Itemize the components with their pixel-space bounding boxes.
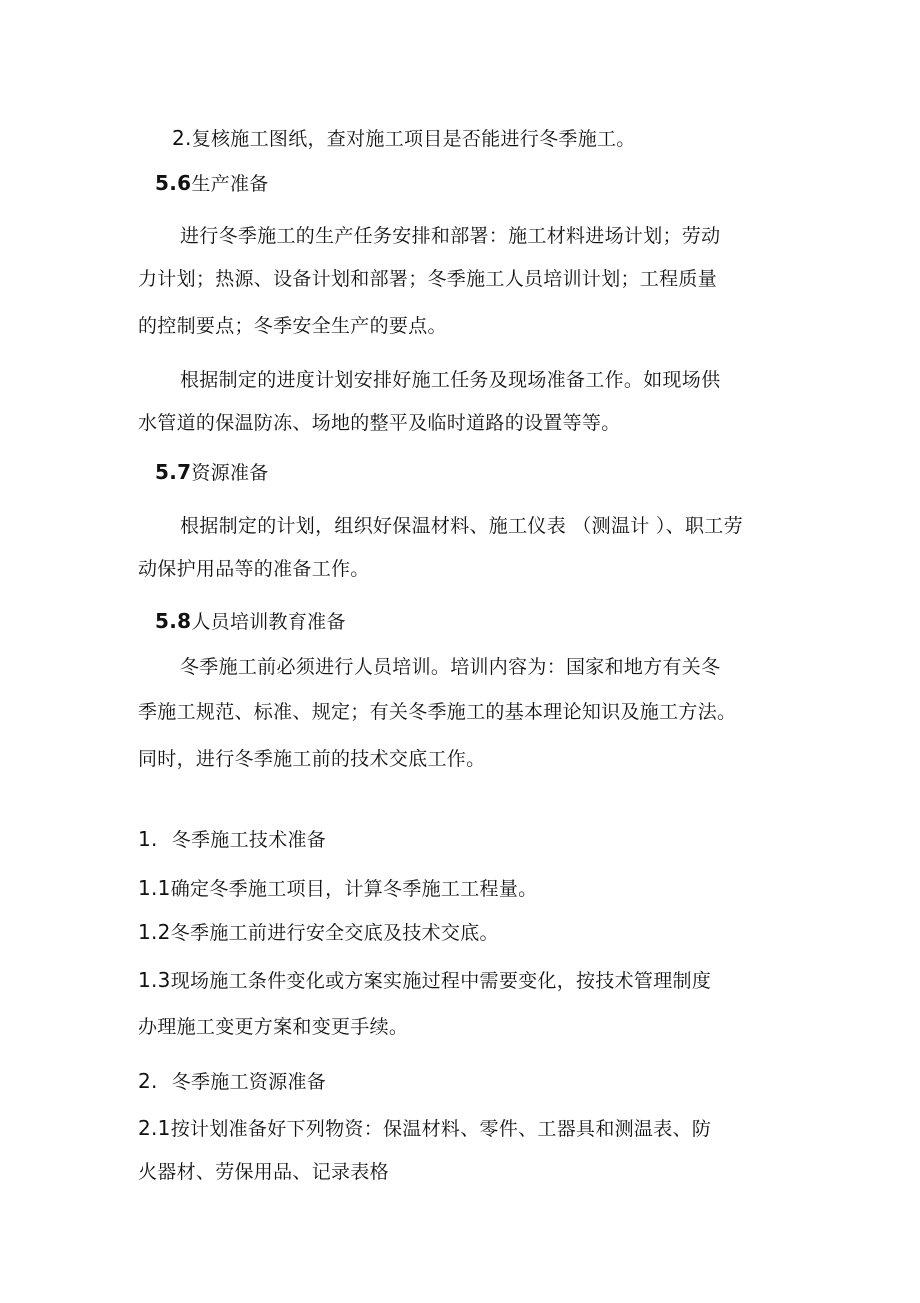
paragraph-line: 季施工规范、标准、规定；有关冬季施工的基本理论知识及施工方法。 [138,701,737,723]
list-item-continuation: 办理施工变更方案和变更手续。 [138,1016,409,1038]
section-number: 5.6 [155,171,192,195]
list-item-1-3 [138,968,711,993]
item-number: 1.1 [138,876,171,900]
section-heading-5-7 [155,460,269,485]
section-number: 2. [138,1069,158,1093]
section-title: 冬季施工技术准备 [171,829,327,851]
item-number: 1.2 [138,920,171,944]
paragraph-line: 根据制定的计划，组织好保温材料、施工仪表 （测温计 ）、职工劳 [180,515,743,537]
paragraph-line: 的控制要点；冬季安全生产的要点。 [138,315,447,337]
list-item-1-1 [138,876,537,901]
item-text: 确定冬季施工项目，计算冬季施工工程量。 [170,878,538,900]
item-number: 1.3 [138,968,171,992]
list-item-1-2 [138,920,499,945]
paragraph-line: 动保护用品等的准备工作。 [138,558,370,580]
list-item-2 [172,126,636,151]
section-title: 资源准备 [191,462,269,484]
paragraph-line: 水管道的保温防冻、场地的整平及临时道路的设置等等。 [138,412,621,434]
item-text: 冬季施工前进行安全交底及技术交底。 [170,922,499,944]
section-title: 人员培训教育准备 [191,611,346,633]
item-text: 按计划准备好下列物资：保温材料、零件、工器具和测温表、防 [170,1118,712,1140]
item-text: 现场施工条件变化或方案实施过程中需要变化，按技术管理制度 [170,970,712,992]
list-item-2-1 [138,1116,711,1141]
section-title: 生产准备 [191,173,269,195]
item-text: 复核施工图纸，查对施工项目是否能进行冬季施工。 [191,128,636,150]
section-heading-1 [138,827,326,852]
section-number: 5.7 [155,460,192,484]
paragraph-line: 进行冬季施工的生产任务安排和部署：施工材料进场计划；劳动 [180,225,721,247]
item-number: 2.1 [138,1116,171,1140]
paragraph-line: 冬季施工前必须进行人员培训。培训内容为：国家和地方有关冬 [180,656,721,678]
section-number: 5.8 [155,609,192,633]
section-heading-5-6 [155,171,269,196]
section-number: 1. [138,827,158,851]
paragraph-line: 力计划；热源、设备计划和部署；冬季施工人员培训计划；工程质量 [138,268,718,290]
section-title: 冬季施工资源准备 [171,1071,327,1093]
paragraph-line: 根据制定的进度计划安排好施工任务及现场准备工作。如现场供 [180,369,721,391]
section-heading-2 [138,1069,326,1094]
section-heading-5-8 [155,609,346,634]
item-number: 2. [172,126,192,150]
paragraph-line: 同时，进行冬季施工前的技术交底工作。 [138,748,486,770]
list-item-continuation: 火器材、劳保用品、记录表格 [138,1161,389,1183]
